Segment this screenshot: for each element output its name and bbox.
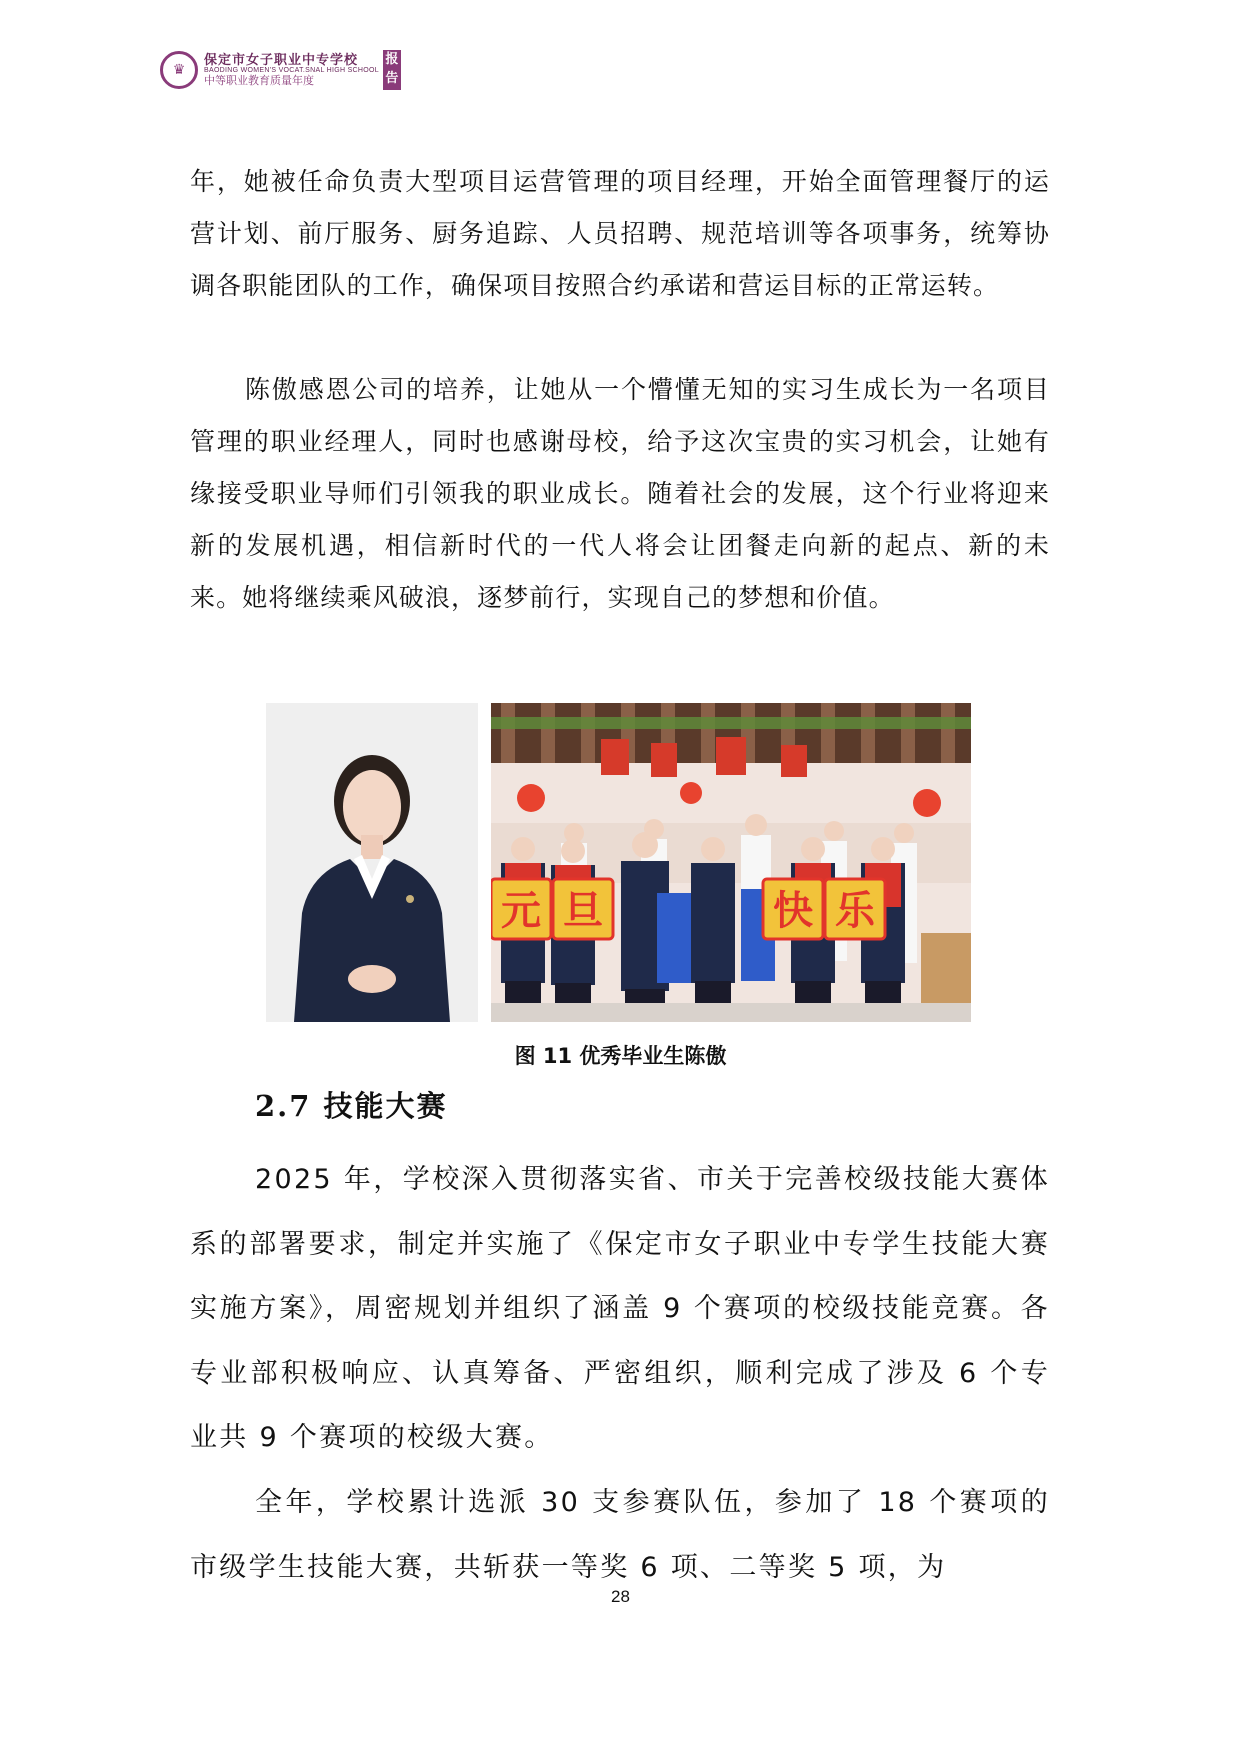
school-name: 保定市女子职业中专学校 [204,52,359,68]
banner-char-3: 快 [773,888,813,934]
school-logo-icon: ♛ [160,51,198,89]
group-photo-illustration [491,703,971,1022]
portrait-illustration [266,703,478,1022]
report-badge: 报 告 [383,50,401,90]
page-header [160,46,401,94]
paragraph-gratitude: 陈傲感恩公司的培养，让她从一个懵懂无知的实习生成长为一名项目管理的职业经理人，同时也感谢母校，给予这次宝贵的实习机会，让她有缘接受职业导师们引领我的职业成长。随着社会的发展，这个行业将迎来新的发展机遇，相信新时代的一代人将会让团餐走向新的起点、新的未来。她将继续乘风破浪，逐梦前行，实现自己的梦想和价值。 [190,375,1050,612]
section-heading: 2.7 技能大赛 [255,1089,448,1123]
group-photo [491,703,971,1022]
banner-char-2: 旦 [563,888,603,934]
school-name-en: BAODING WOMEN'S VOCAT.SNAL HIGH SCHOOL [204,67,379,75]
banner-char-4: 乐 [835,888,875,934]
paragraph-career: 年，她被任命负责大型项目运营管理的项目经理，开始全面管理餐厅的运营计划、前厅服务、厨务追踪、人员招聘、规范培训等各项事务，统筹协调各职能团队的工作，确保项目按照合约承诺和营运目标的正常运转。 [190,167,1050,300]
banner-char-1: 元 [501,888,541,934]
report-title: 中等职业教育质量年度 [204,73,314,87]
paragraph-competition-results: 全年，学校累计选派 30 支参赛队伍，参加了 18 个赛项的市级学生技能大赛，共斩获一等奖 6 项、二等奖 5 项，为 [190,1487,1050,1583]
portrait-photo [266,703,478,1022]
figure-caption: 图 11 优秀毕业生陈傲 [514,1044,727,1068]
header-text [204,54,379,87]
page-number: 28 [611,1587,630,1606]
paragraph-competition-plan: 2025 年，学校深入贯彻落实省、市关于完善校级技能大赛体系的部署要求，制定并实施了《保定市女子职业中专学生技能大赛实施方案》，周密规划并组织了涵盖 9 个赛项的校级技能竞赛。各专业部积极响应、认真筹备、严密组织，顺利完成了涉及 6 个专业共 9 个赛项的校级大赛。 [190,1164,1050,1453]
